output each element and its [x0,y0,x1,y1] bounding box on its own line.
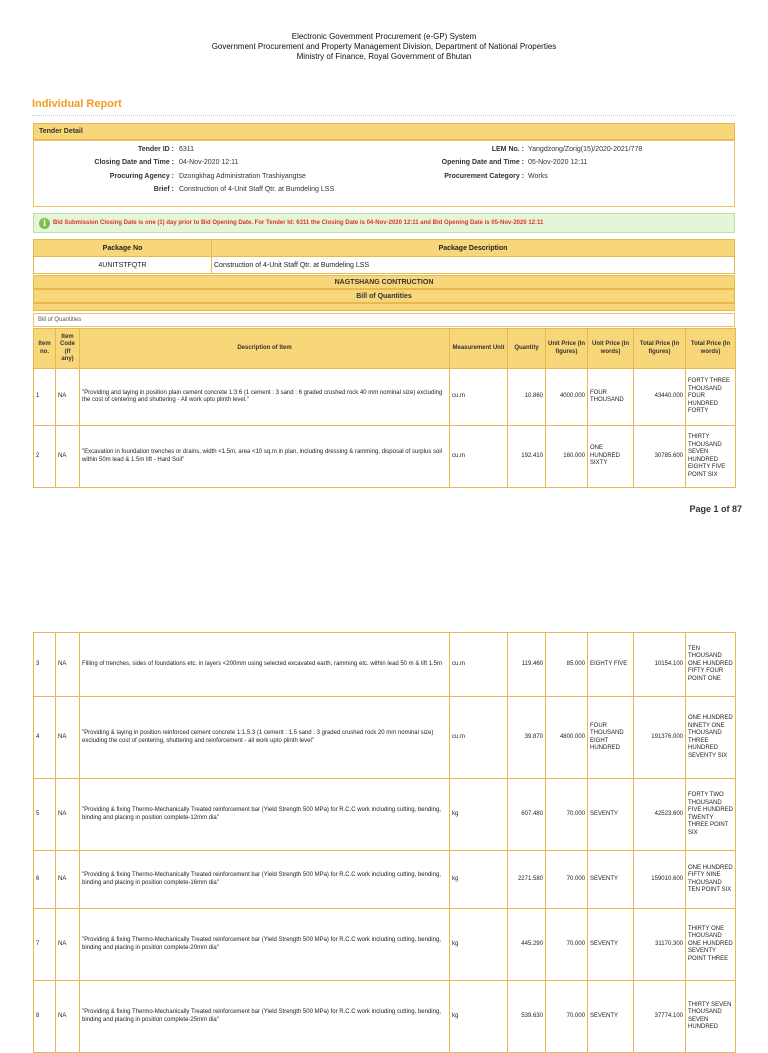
item-unit-price: 4000.000 [546,369,588,426]
item-unit: kg [450,851,508,909]
item-unit: kg [450,981,508,1053]
item-code: NA [56,633,80,697]
category-value: Works [528,173,548,180]
item-description: "Providing & fixing Thermo-Mechanically Treated reinforcement bar (Yield Strength 500 MPa) for R.C.C work including cutting, bending, binding and placing in position complete-25mm dia" [80,981,450,1053]
col-unit-price-words: Unit Price (In words) [588,329,634,369]
item-unit-price-words: SEVENTY [588,779,634,851]
item-description: "Providing & fixing Thermo-Mechanically Treated reinforcement bar (Yield Strength 500 MPa) for R.C.C work including cutting, bending, binding and placing in position complete-20mm dia" [80,909,450,981]
item-total-price-words: THIRTY SEVEN THOUSAND SEVEN HUNDRED [686,981,736,1053]
header-line-2: Government Procurement and Property Management Division, Department of National Properties [211,42,557,51]
col-unit: Measurement Unit [450,329,508,369]
item-total-price: 31170.300 [634,909,686,981]
divider [32,115,736,116]
alert-text: Bid Submission Closing Date is one (1) day prior to Bid Opening Date. For Tender Id: 6311 the Closing Date is 04-Nov-2020 12:11 and Bid Opening Date is 05-Nov-2020 12:11 [53,220,544,226]
boq-label: Bill of Quantities [33,313,735,327]
item-unit-price: 70.000 [546,779,588,851]
col-quantity: Quantity [508,329,546,369]
item-total-price-words: ONE HUNDRED FIFTY NINE THOUSAND TEN POINT SIX [686,851,736,909]
item-description: "Providing and laying in position plain cement concrete 1:3:6 (1 cement : 3 sand : 6 graded crushed rock 40 mm nominal size) excluding the cost of centering and shuttering - All work upto plinth level." [80,369,450,426]
item-unit-price-words: FOUR THOUSAND [588,369,634,426]
item-total-price-words: FORTY TWO THOUSAND FIVE HUNDRED TWENTY THREE POINT SIX [686,779,736,851]
item-quantity: 119.460 [508,633,546,697]
closing-value: 04-Nov-2020 12:11 [179,159,239,166]
contractor-name: NAGTSHANG CONTRUCTION [33,275,735,289]
item-no: 3 [34,633,56,697]
opening-label: Opening Date and Time : [441,159,524,166]
col-item-code: Item Code (If any) [56,329,80,369]
item-total-price: 30785.600 [634,426,686,488]
item-code: NA [56,426,80,488]
item-unit-price: 70.000 [546,909,588,981]
item-unit-price: 70.000 [546,981,588,1053]
boq-header-row [34,329,736,369]
item-no: 2 [34,426,56,488]
item-unit-price-words: EIGHTY FIVE [588,633,634,697]
table-row [34,369,736,426]
info-alert [33,213,735,233]
tender-detail-panel [33,140,735,207]
item-total-price-words: THIRTY ONE THOUSAND ONE HUNDRED SEVENTY POINT THREE [686,909,736,981]
table-row [34,426,736,488]
tender-id-label: Tender ID : [137,146,174,153]
item-unit-price-words: FOUR THOUSAND EIGHT HUNDRED [588,697,634,779]
item-total-price: 43440.000 [634,369,686,426]
item-code: NA [56,851,80,909]
item-unit: cu.m [450,426,508,488]
item-unit-price: 4800.000 [546,697,588,779]
item-unit-price-words: SEVENTY [588,909,634,981]
item-total-price: 191376.000 [634,697,686,779]
boq-spacer-bar [33,303,735,311]
closing-label: Closing Date and Time : [94,159,174,166]
tender-id-value: 6311 [179,146,195,153]
item-code: NA [56,697,80,779]
item-code: NA [56,909,80,981]
table-row [34,851,736,909]
item-total-price: 37774.100 [634,981,686,1053]
package-no: 4UNITSTFQTR [34,257,212,274]
lem-label: LEM No. : [491,146,524,153]
report-title: Individual Report [32,98,122,110]
item-code: NA [56,981,80,1053]
col-unit-price-fig: Unit Price (In figures) [546,329,588,369]
item-unit: cu.m [450,633,508,697]
item-quantity: 445.290 [508,909,546,981]
document-header [0,0,768,62]
item-code: NA [56,779,80,851]
col-total-price-words: Total Price (In words) [686,329,736,369]
brief-value: Construction of 4-Unit Staff Qtr. at Bumdeling LSS [179,186,335,193]
item-unit-price-words: SEVENTY [588,981,634,1053]
item-quantity: 10.860 [508,369,546,426]
col-description: Description of Item [80,329,450,369]
package-desc: Construction of 4-Unit Staff Qtr. at Bumdeling LSS [212,257,735,274]
item-quantity: 2271.580 [508,851,546,909]
item-description: "Providing & laying in position reinforced cement concrete 1:1.5:3 (1 cement : 1.5 sand : 3 graded crushed rock 20 mm nominal size) excluding the cost of centering, shuttering and reinforcement - all work upto plinth level" [80,697,450,779]
boq-title: Bill of Quantities [33,289,735,303]
item-quantity: 192.410 [508,426,546,488]
boq-table-page-2 [33,632,736,1053]
item-total-price-words: THIRTY THOUSAND SEVEN HUNDRED EIGHTY FIVE POINT SIX [686,426,736,488]
item-unit-price: 85.000 [546,633,588,697]
category-label: Procurement Category : [444,173,524,180]
item-unit-price: 160.000 [546,426,588,488]
agency-value: Dzongkhag Administration Trashiyangtse [179,173,306,180]
item-quantity: 539.630 [508,981,546,1053]
item-unit: cu.m [450,697,508,779]
tender-detail-header: Tender Detail [33,123,735,140]
col-item-no: Item no. [34,329,56,369]
item-total-price: 159010.600 [634,851,686,909]
brief-label: Brief : [153,186,174,193]
agency-label: Procuring Agency : [109,173,174,180]
item-no: 6 [34,851,56,909]
table-row [34,779,736,851]
item-no: 1 [34,369,56,426]
package-no-header: Package No [34,240,212,257]
header-line-3: Ministry of Finance, Royal Government of Bhutan [296,52,472,61]
item-no: 5 [34,779,56,851]
item-no: 7 [34,909,56,981]
item-total-price-words: TEN THOUSAND ONE HUNDRED FIFTY FOUR POINT ONE [686,633,736,697]
col-total-price-fig: Total Price (In figures) [634,329,686,369]
boq-table-page-1 [33,328,736,488]
item-unit: kg [450,779,508,851]
item-description: Filling of trenches, sides of foundations etc. in layers <200mm using selected excavated earth, ramming etc. within lead 50 m & lift 1.5m [80,633,450,697]
item-unit-price-words: ONE HUNDRED SIXTY [588,426,634,488]
package-desc-header: Package Description [212,240,735,257]
header-line-1: Electronic Government Procurement (e-GP) System [291,32,477,41]
item-unit: cu.m [450,369,508,426]
item-quantity: 607.480 [508,779,546,851]
package-table [33,239,735,274]
opening-value: 05-Nov-2020 12:11 [528,159,588,166]
item-total-price: 10154.100 [634,633,686,697]
table-row [34,981,736,1053]
table-row [34,909,736,981]
info-icon: i [39,218,50,229]
table-row [34,697,736,779]
item-total-price-words: FORTY THREE THOUSAND FOUR HUNDRED FORTY [686,369,736,426]
item-unit: kg [450,909,508,981]
item-description: "Excavation in foundation trenches or drains, width <1.5m, area <10 sq.m in plan, including dressing & ramming, disposal of surplus soil within 50m lead & 1.5m lift - Hard Soil" [80,426,450,488]
item-description: "Providing & fixing Thermo-Mechanically Treated reinforcement bar (Yield Strength 500 MPa) for R.C.C work including cutting, bending, binding and placing in position complete-16mm dia" [80,851,450,909]
item-unit-price-words: SEVENTY [588,851,634,909]
item-total-price-words: ONE HUNDRED NINETY ONE THOUSAND THREE HUNDRED SEVENTY SIX [686,697,736,779]
table-row [34,633,736,697]
item-total-price: 42523.600 [634,779,686,851]
item-unit-price: 70.000 [546,851,588,909]
item-no: 4 [34,697,56,779]
item-description: "Providing & fixing Thermo-Mechanically Treated reinforcement bar (Yield Strength 500 MPa) for R.C.C work including cutting, bending, binding and placing in position complete-12mm dia" [80,779,450,851]
lem-value: Yangdzong/Zorig(15)/2020-2021/778 [528,146,643,153]
item-quantity: 39.870 [508,697,546,779]
item-code: NA [56,369,80,426]
item-no: 8 [34,981,56,1053]
page-number: Page 1 of 87 [689,504,742,514]
